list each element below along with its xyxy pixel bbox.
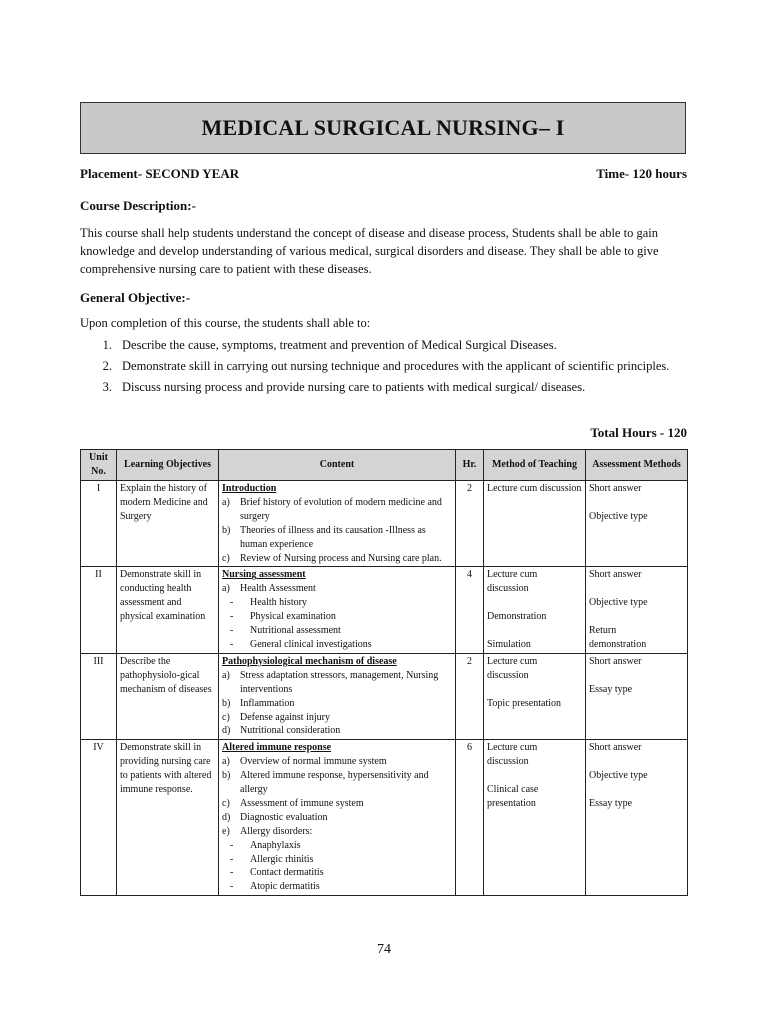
content-item <box>222 711 452 725</box>
content-item-marker: a) <box>222 496 230 508</box>
assessment-line: Short answer <box>589 742 642 754</box>
objective-item <box>80 357 687 375</box>
content-item-marker: d) <box>222 725 231 737</box>
content-item <box>222 596 452 610</box>
course-description: This course shall help students understand the concept of disease and disease process, Students shall be able to gain knowledge and develop understanding of various medical, surgical disorders and disease. They shall be able to give comprehensive nursing care to patient with these diseases. <box>80 226 659 276</box>
content-item-text: Health history <box>250 597 307 609</box>
content-item-text: Altered immune response, hypersensitivity and allergy <box>240 770 429 796</box>
content-item-text: Defense against injury <box>240 711 330 723</box>
content-item-marker: b) <box>222 524 231 536</box>
assessment-line <box>589 669 684 683</box>
content-item-text: Contact dermatitis <box>250 867 324 879</box>
time-text: Time- 120 hours <box>596 166 687 181</box>
content-item <box>222 825 452 839</box>
content-title: Nursing assessment <box>222 569 306 581</box>
header-objectives: Learning Objectives <box>117 450 219 481</box>
content-cell <box>219 653 456 739</box>
content-item-text: Physical examination <box>250 611 336 623</box>
content-item-marker: - <box>230 638 234 650</box>
method-cell <box>484 740 586 896</box>
content-item-text: Health Assessment <box>240 583 316 595</box>
table-row <box>81 481 688 567</box>
content-item-text: Allergy disorders: <box>240 825 313 837</box>
assessment-line <box>589 610 684 624</box>
content-item <box>222 582 452 596</box>
table-row <box>81 567 688 653</box>
content-item-text: Anaphylaxis <box>250 839 301 851</box>
header-unit: Unit No. <box>81 450 117 481</box>
unit-cell: III <box>81 653 117 739</box>
content-item-marker: a) <box>222 756 230 768</box>
content-item <box>222 769 452 797</box>
content-item-text: Nutritional assessment <box>250 625 341 637</box>
hours-cell: 2 <box>456 481 484 567</box>
content-item-text: Brief history of evolution of modern medicine and surgery <box>240 496 442 522</box>
content-item-marker: - <box>230 867 234 879</box>
content-title: Pathophysiological mechanism of disease <box>222 655 397 667</box>
content-item <box>222 866 452 880</box>
content-item <box>222 724 452 738</box>
content-item-marker: - <box>230 625 234 637</box>
content-item-text: Inflammation <box>240 697 295 709</box>
method-line <box>487 624 582 638</box>
total-hours: Total Hours - 120 <box>590 425 687 440</box>
method-line: Demonstration <box>487 611 547 623</box>
unit-cell: IV <box>81 740 117 896</box>
method-line: discussion <box>487 756 529 768</box>
assessment-line: Short answer <box>589 569 642 581</box>
header-hr: Hr. <box>456 450 484 481</box>
method-line: Lecture cum <box>487 569 538 581</box>
content-item-text: Nutritional consideration <box>240 725 341 737</box>
placement-text: Placement- SECOND YEAR <box>80 166 240 181</box>
content-item-marker: - <box>230 853 234 865</box>
content-item <box>222 811 452 825</box>
content-item-text: Atopic dermatitis <box>250 881 320 893</box>
content-item <box>222 552 452 566</box>
header-assessment: Assessment Methods <box>586 450 688 481</box>
content-item <box>222 524 452 552</box>
content-title: Altered immune response <box>222 742 332 754</box>
content-item <box>222 755 452 769</box>
content-title: Introduction <box>222 483 277 494</box>
objective-cell: Describe the pathophysiolo-gical mechanism of diseases <box>117 653 219 739</box>
content-item-marker: - <box>230 597 234 609</box>
method-line: discussion <box>487 669 529 681</box>
assessment-line: Essay type <box>589 683 633 695</box>
course-description-heading: Course Description:- <box>80 198 196 213</box>
content-item-text: Diagnostic evaluation <box>240 811 328 823</box>
course-title: MEDICAL SURGICAL NURSING– I <box>80 102 686 154</box>
content-item-marker: - <box>230 611 234 623</box>
method-cell <box>484 481 586 567</box>
objective-item <box>80 336 687 354</box>
content-cell <box>219 481 456 567</box>
content-item <box>222 669 452 697</box>
content-item-text: Allergic rhinitis <box>250 853 314 865</box>
assessment-cell <box>586 567 688 653</box>
objective-item <box>80 378 687 396</box>
objective-cell: Demonstrate skill in conducting health assessment and physical examination <box>117 567 219 653</box>
objective-intro: Upon completion of this course, the students shall able to: <box>80 316 371 330</box>
objective-text: Describe the cause, symptoms, treatment and prevention of Medical Surgical Diseases. <box>122 338 557 352</box>
content-item <box>222 697 452 711</box>
content-item-marker: e) <box>222 825 230 837</box>
method-line <box>487 596 582 610</box>
unit-cell: II <box>81 567 117 653</box>
objectives-list <box>80 336 687 399</box>
assessment-cell <box>586 481 688 567</box>
content-cell <box>219 740 456 896</box>
method-cell <box>484 567 586 653</box>
content-item-marker: c) <box>222 797 230 809</box>
content-item <box>222 496 452 524</box>
content-item-marker: a) <box>222 669 230 681</box>
hours-cell: 6 <box>456 740 484 896</box>
page-number: 74 <box>377 942 391 957</box>
content-item-marker: c) <box>222 711 230 723</box>
table-header-row <box>81 450 688 481</box>
content-item-marker: - <box>230 839 234 851</box>
assessment-line: Objective type <box>589 770 648 782</box>
method-line: Lecture cum discussion <box>487 483 582 494</box>
content-item-marker: b) <box>222 697 231 709</box>
content-item-text: General clinical investigations <box>250 638 372 650</box>
objective-number: 3. <box>102 380 112 394</box>
placement-row <box>80 166 687 182</box>
content-item <box>222 839 452 853</box>
assessment-line: Objective type <box>589 510 648 522</box>
assessment-cell <box>586 740 688 896</box>
assessment-line <box>589 496 684 510</box>
method-cell <box>484 653 586 739</box>
objective-number: 2. <box>102 359 112 373</box>
assessment-cell <box>586 653 688 739</box>
assessment-line: demonstration <box>589 638 647 650</box>
assessment-line: Essay type <box>589 797 633 809</box>
method-line <box>487 769 582 783</box>
objective-cell: Demonstrate skill in providing nursing care to patients with altered immune response. <box>117 740 219 896</box>
method-line <box>487 683 582 697</box>
method-line: Clinical case <box>487 784 539 796</box>
table-row <box>81 740 688 896</box>
assessment-line: Short answer <box>589 655 642 667</box>
assessment-line <box>589 755 684 769</box>
content-item-marker: - <box>230 881 234 893</box>
method-line: Simulation <box>487 638 531 650</box>
content-item-text: Assessment of immune system <box>240 797 364 809</box>
content-item <box>222 797 452 811</box>
content-item-text: Theories of illness and its causation -Illness as human experience <box>240 524 426 550</box>
header-method: Method of Teaching <box>484 450 586 481</box>
method-line: discussion <box>487 583 529 595</box>
objective-number: 1. <box>102 338 112 352</box>
table-row <box>81 653 688 739</box>
content-item <box>222 610 452 624</box>
objective-text: Discuss nursing process and provide nursing care to patients with medical surgical/ diseases. <box>122 380 586 394</box>
content-item <box>222 638 452 652</box>
content-item <box>222 853 452 867</box>
content-cell <box>219 567 456 653</box>
assessment-line <box>589 783 684 797</box>
assessment-line <box>589 582 684 596</box>
content-item-text: Review of Nursing process and Nursing care plan. <box>240 552 442 564</box>
header-content: Content <box>219 450 456 481</box>
content-item-marker: b) <box>222 770 231 782</box>
objective-text: Demonstrate skill in carrying out nursing technique and procedures with the applicant of scientific principles. <box>122 359 670 373</box>
content-item-marker: d) <box>222 811 231 823</box>
content-item <box>222 624 452 638</box>
general-objective-heading: General Objective:- <box>80 290 191 305</box>
unit-cell: I <box>81 481 117 567</box>
assessment-line: Return <box>589 625 617 637</box>
content-item <box>222 880 452 894</box>
syllabus-table <box>80 449 688 896</box>
content-item-text: Stress adaptation stressors, management, Nursing interventions <box>240 669 439 695</box>
method-line: presentation <box>487 797 536 809</box>
method-line: Topic presentation <box>487 697 561 709</box>
assessment-line: Short answer <box>589 483 642 494</box>
hours-cell: 4 <box>456 567 484 653</box>
method-line: Lecture cum <box>487 742 538 754</box>
method-line: Lecture cum <box>487 655 538 667</box>
table-body <box>81 481 688 896</box>
objective-cell: Explain the history of modern Medicine and Surgery <box>117 481 219 567</box>
content-item-marker: a) <box>222 583 230 595</box>
hours-cell: 2 <box>456 653 484 739</box>
assessment-line: Objective type <box>589 597 648 609</box>
content-item-text: Overview of normal immune system <box>240 756 387 768</box>
content-item-marker: c) <box>222 552 230 564</box>
